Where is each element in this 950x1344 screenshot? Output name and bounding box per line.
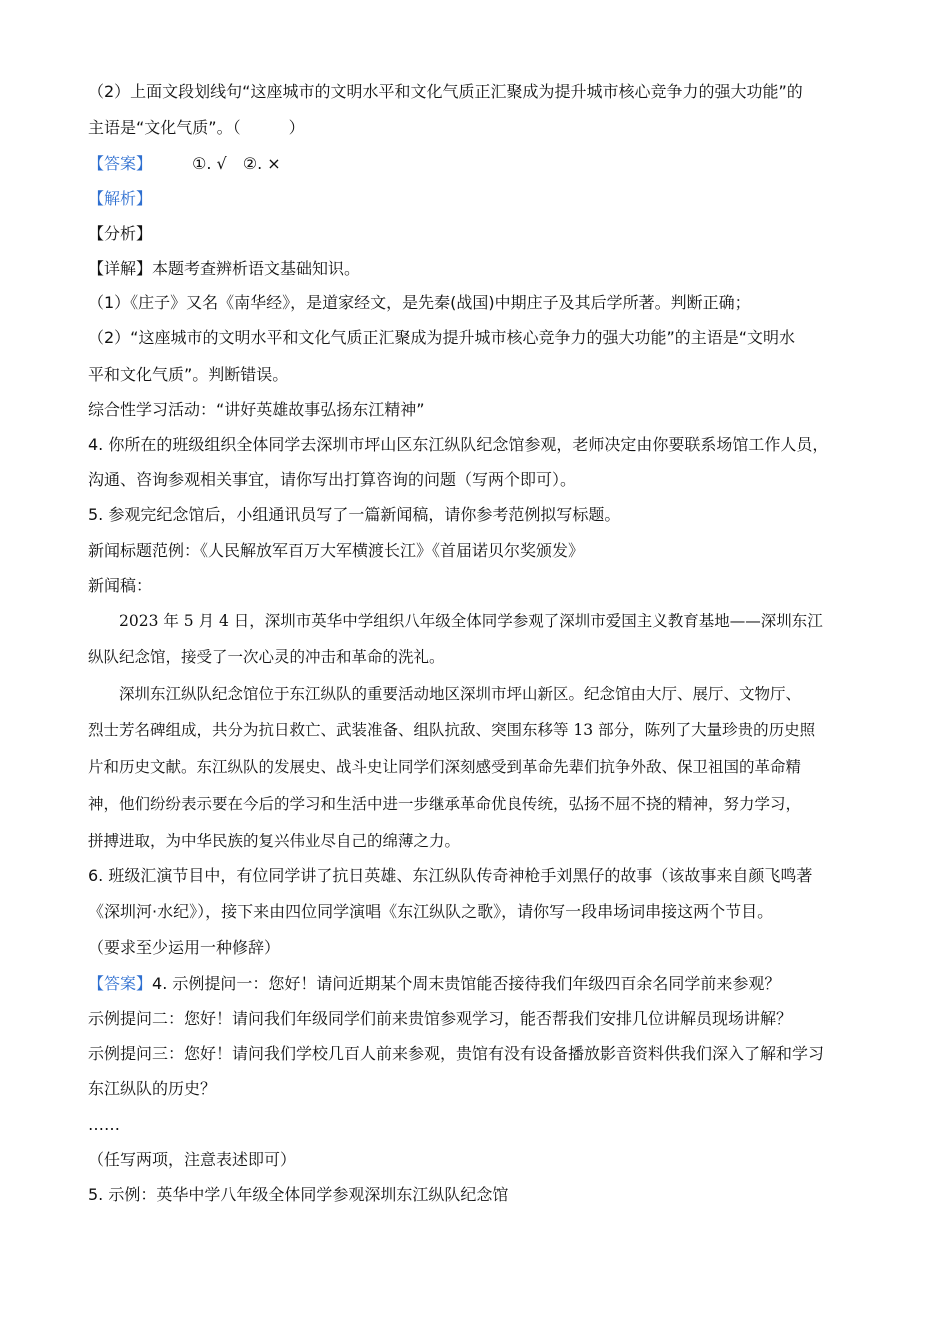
- news-paragraph-2: 深圳东江纵队纪念馆位于东江纵队的重要活动地区深圳市坪山新区。纪念馆由大厅、展厅、文物厅、: [88, 685, 802, 703]
- answer-1: ①. √: [192, 154, 227, 173]
- news-paragraph-1-cont: 纵队纪念馆，接受了一次心灵的冲击和革命的洗礼。: [88, 648, 445, 666]
- question-4: 4. 你所在的班级组织全体同学去深圳市坪山区东江纵队纪念馆参观，老师决定由你要联系场馆工作人员，: [88, 435, 829, 454]
- question-6-cont: 《深圳河·水纪》），接下来由四位同学演唱《东江纵队之歌》，请你写一段串场词串接这两个节目。: [88, 902, 774, 921]
- detail-item-2: （2）“这座城市的文明水平和文化气质正汇聚成为提升城市核心竞争力的强大功能”的主语是“文明水: [88, 328, 796, 347]
- news-paragraph-2-line-5: 拼搏进取，为中华民族的复兴伟业尽自己的绵薄之力。: [88, 832, 461, 850]
- news-paragraph-2-line-2: 烈士芳名碑组成，共分为抗日救亡、武装准备、组队抗敌、突围东移等 13 部分，陈列了大量珍贵的历史照: [88, 721, 816, 739]
- headline-examples: 新闻标题范例：《人民解放军百万大军横渡长江》《首届诺贝尔奖颁发》: [88, 541, 585, 560]
- answer-5: 5. 示例：英华中学八年级全体同学参观深圳东江纵队纪念馆: [88, 1185, 509, 1204]
- answer-label: 【答案】: [88, 154, 153, 173]
- answer-4-example-1: 4. 示例提问一：您好！请问近期某个周末贵馆能否接待我们年级四百余名同学前来参观？: [152, 974, 781, 993]
- question-4-cont: 沟通、咨询参观相关事宜，请你写出打算咨询的问题（写两个即可）。: [88, 470, 577, 489]
- answer-4-row: [88, 973, 780, 995]
- question-2-text: （2）上面文段划线句“这座城市的文明水平和文化气质正汇聚成为提升城市核心竞争力的强大功能”的: [88, 82, 803, 101]
- answer-2: ②. ×: [242, 154, 281, 173]
- detail-item-1: （1）《庄子》又名《南华经》，是道家经文，是先秦(战国)中期庄子及其后学所著。判断正确；: [88, 293, 751, 312]
- fenxi-label: 【分析】: [88, 224, 153, 243]
- answer-4-example-2: 示例提问二：您好！请问我们年级同学们前来贵馆参观学习，能否帮我们安排几位讲解员现场讲解？: [88, 1009, 793, 1028]
- answer-row: [88, 153, 281, 175]
- analysis-label: 【解析】: [88, 189, 153, 208]
- question-5: 5. 参观完纪念馆后，小组通讯员写了一篇新闻稿，请你参考范例拟写标题。: [88, 505, 621, 524]
- question-6-requirement: （要求至少运用一种修辞）: [88, 938, 281, 957]
- news-paragraph-2-line-4: 神，他们纷纷表示要在今后的学习和生活中进一步继承革命优良传统，弘扬不屈不挠的精神，努力学习，: [88, 795, 802, 813]
- news-paragraph-1: 2023 年 5 月 4 日，深圳市英华中学组织八年级全体同学参观了深圳市爱国主义教育基地——深圳东江: [88, 612, 823, 630]
- answer-4-example-3: 示例提问三：您好！请问我们学校几百人前来参观，贵馆有没有设备播放影音资料供我们深入了解和学习: [88, 1044, 825, 1063]
- news-label: 新闻稿：: [88, 576, 153, 595]
- detail-item-2-cont: 平和文化气质”。判断错误。: [88, 365, 289, 384]
- answer-label-2: 【答案】: [88, 974, 153, 993]
- detail-line: 【详解】本题考查辨析语文基础知识。: [88, 259, 361, 278]
- activity-title: 综合性学习活动：“讲好英雄故事弘扬东江精神”: [88, 400, 425, 419]
- answer-4-example-3-cont: 东江纵队的历史？: [88, 1079, 217, 1098]
- question-6: 6. 班级汇演节目中，有位同学讲了抗日英雄、东江纵队传奇神枪手刘黑仔的故事（该故事来自颜飞鸣著: [88, 866, 813, 885]
- ellipsis: ……: [88, 1115, 120, 1134]
- question-2-text-cont: 主语是“文化气质”。（ ）: [88, 118, 305, 137]
- news-paragraph-2-line-3: 片和历史文献。东江纵队的发展史、战斗史让同学们深刻感受到革命先辈们抗争外敌、保卫祖国的革命精: [88, 758, 802, 776]
- answer-4-note: （任写两项，注意表述即可）: [88, 1150, 297, 1169]
